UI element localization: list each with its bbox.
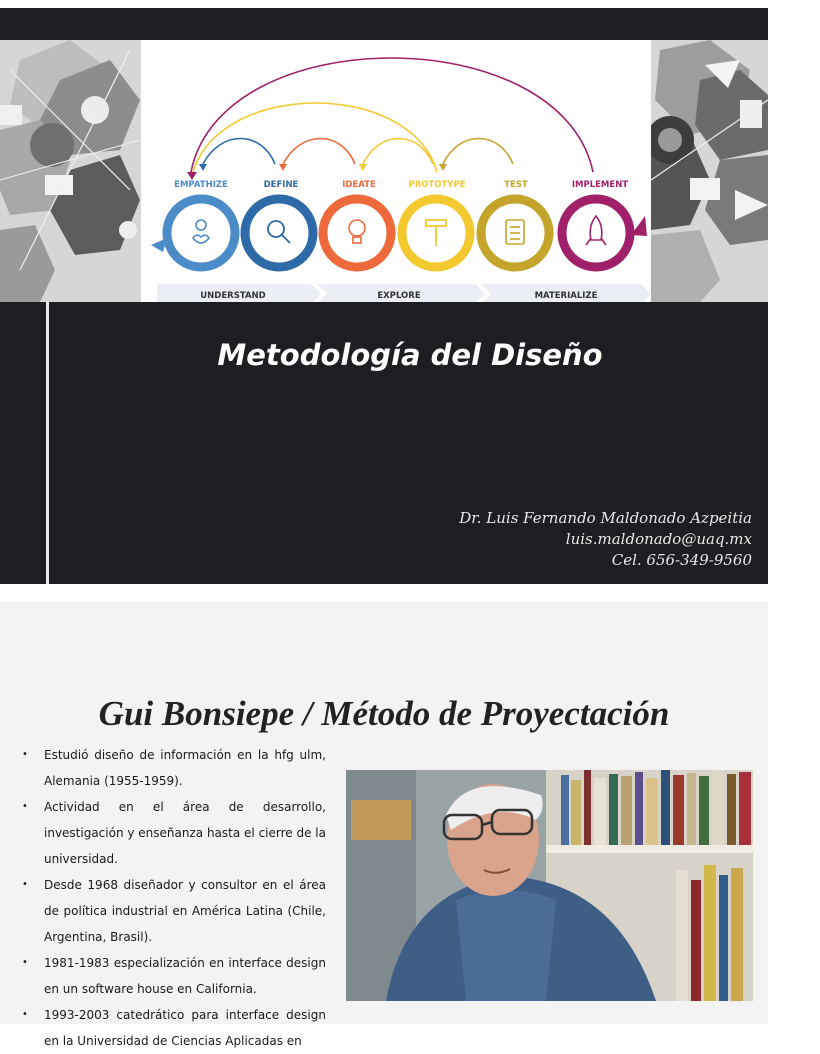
list-item: • Actividad en el área de desarrollo, investigación y enseñanza hasta el cierre de la universidad. — [22, 794, 326, 872]
step-label-prototype: PROTOTYPE — [408, 180, 466, 190]
list-item: • 1981-1983 especialización en interface design en un software house en California. — [22, 950, 326, 1002]
author-block — [459, 508, 752, 571]
list-item: • Desde 1968 diseñador y consultor en el área de política industrial en América Latina (Chile, Argentina, Brasil). — [22, 872, 326, 950]
phase-explore: EXPLORE — [377, 291, 421, 301]
step-label-test: TEST — [504, 180, 528, 190]
hammer-icon — [426, 220, 446, 246]
phase-understand: UNDERSTAND — [200, 291, 266, 301]
bullet-list — [22, 742, 326, 1054]
author-email: luis.maldonado@uaq.mx — [565, 530, 752, 548]
heart-person-icon — [193, 220, 209, 243]
slide-title: Gui Bonsiepe / Método de Proyectación — [98, 694, 670, 733]
magnifier-icon — [268, 221, 290, 243]
step-label-empathize: EMPATHIZE — [174, 180, 228, 190]
list-item: • 1993-2003 catedrático para interface design en la Universidad de Ciencias Aplicadas en — [22, 1002, 326, 1054]
lightbulb-icon — [349, 220, 365, 243]
phase-materialize: MATERIALIZE — [534, 291, 598, 301]
design-thinking-diagram — [141, 40, 651, 302]
step-label-define: DEFINE — [263, 180, 299, 190]
checklist-icon — [506, 220, 524, 244]
rocket-icon — [586, 216, 606, 245]
step-label-implement: IMPLEMENT — [571, 180, 629, 190]
step-label-ideate: IDEATE — [342, 180, 376, 190]
presentation-title: Metodología del Diseño — [217, 338, 603, 372]
portrait-photo — [346, 770, 753, 1001]
author-phone: Cel. 656-349-9560 — [611, 551, 752, 569]
slide-bonsiepe — [0, 602, 768, 1048]
author-name: Dr. Luis Fernando Maldonado Azpeitia — [459, 509, 752, 527]
slide-gap — [0, 584, 768, 602]
top-dark-bar — [0, 8, 768, 40]
list-item: • Estudió diseño de información en la hfg ulm, Alemania (1955-1959). — [22, 742, 326, 794]
